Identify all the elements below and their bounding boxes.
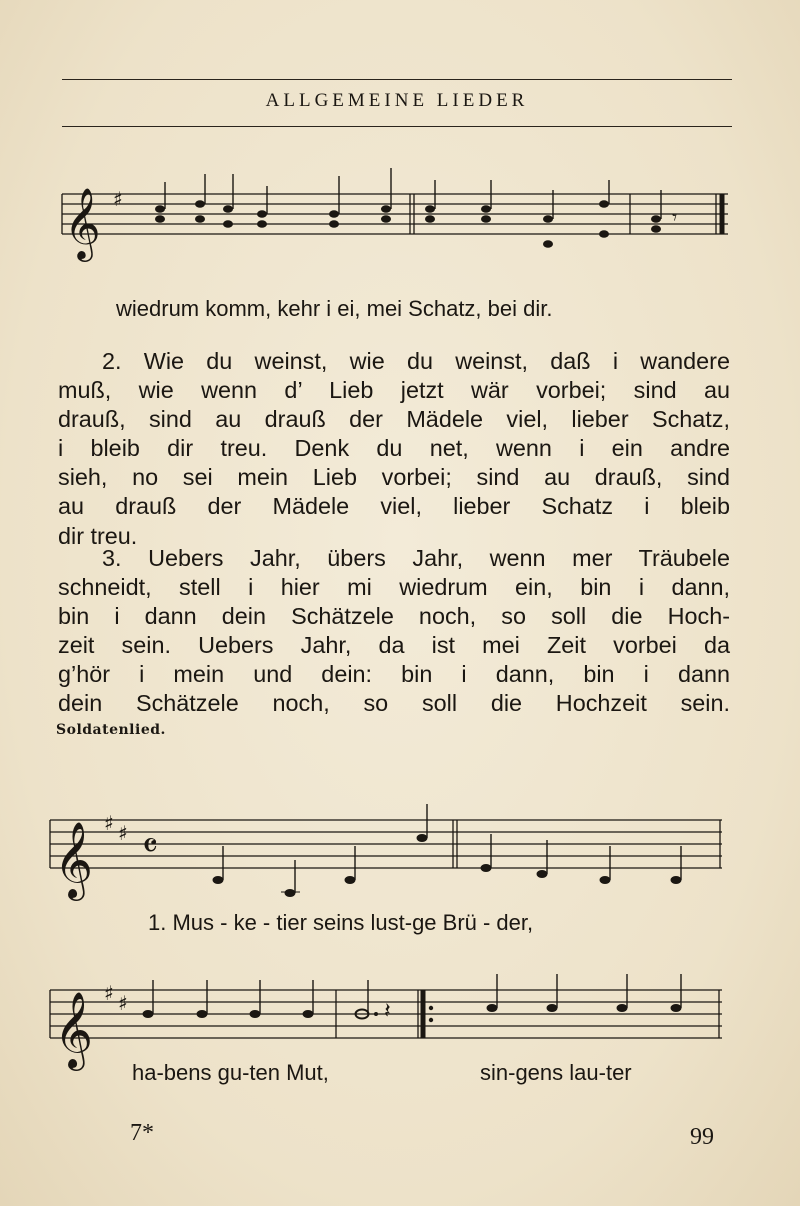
svg-text:𝄞: 𝄞 [54, 991, 94, 1068]
verse-2-line: i bleib dir treu. Denk du net, wenn i ein andre [58, 435, 730, 462]
music-staff-2 [0, 790, 800, 900]
verse-2-line: 2. Wie du weinst, wie du weinst, daß i wandere [102, 348, 730, 374]
verse-3-line: schneidt, stell i hier mi wiedrum ein, bin i dann, [58, 574, 730, 601]
svg-text:♯: ♯ [118, 991, 128, 1015]
svg-text:𝄞: 𝄞 [54, 821, 94, 898]
page-number: 99 [690, 1124, 714, 1150]
svg-text:♯: ♯ [104, 811, 114, 835]
verse-3-line: 3. Uebers Jahr, übers Jahr, wenn mer Träubele [102, 545, 730, 571]
song-subtitle: Soldatenlied. [56, 722, 166, 738]
staff-1-lyrics: wiedrum komm, kehr i ei, mei Schatz, bei dir. [116, 296, 553, 321]
music-staff-3 [0, 960, 800, 1070]
verse-2 [58, 347, 730, 551]
svg-text:♯: ♯ [113, 187, 123, 211]
verse-3-line: dein Schätzele noch, so soll die Hochzeit sein. [58, 690, 730, 717]
verse-3-line: zeit sein. Uebers Jahr, da ist mei Zeit vorbei da [58, 632, 730, 659]
verse-2-line: au drauß der Mädele viel, lieber Schatz i bleib [58, 493, 730, 520]
running-header: ALLGEMEINE LIEDER [265, 90, 529, 111]
svg-text:♯: ♯ [118, 821, 128, 845]
verse-2-line: sieh, no sei mein Lieb vorbei; sind au drauß, sind [58, 464, 730, 491]
verse-3 [58, 544, 730, 719]
staff-3-lyrics-a: ha-bens gu-ten Mut, [132, 1060, 329, 1085]
verse-3-line: g’hör i mein und dein: bin i dann, bin i dann [58, 661, 730, 688]
verse-2-line: dir treu. [58, 522, 138, 549]
signature-mark: 7* [130, 1120, 154, 1146]
header-rule-top [62, 79, 732, 80]
header-rule-bottom [62, 126, 732, 127]
verse-2-line: drauß, sind au drauß der Mädele viel, lieber Schatz, [58, 406, 730, 433]
svg-text:𝄞: 𝄞 [64, 186, 101, 259]
music-staff-1 [0, 160, 800, 290]
verse-3-line: bin i dann dein Schätzele noch, so soll die Hoch- [58, 603, 730, 630]
svg-text:𝄾: 𝄾 [672, 205, 678, 229]
svg-text:𝄴: 𝄴 [142, 826, 159, 867]
verse-2-line: muß, wie wenn d’ Lieb jetzt wär vorbei; sind au [58, 377, 730, 404]
staff-3-lyrics-b: sin-gens lau-ter [480, 1060, 632, 1085]
svg-text:♯: ♯ [104, 981, 114, 1005]
staff-2-lyrics: 1. Mus - ke - tier seins lust-ge Brü - der, [148, 910, 534, 935]
svg-text:𝄽: 𝄽 [384, 999, 391, 1024]
